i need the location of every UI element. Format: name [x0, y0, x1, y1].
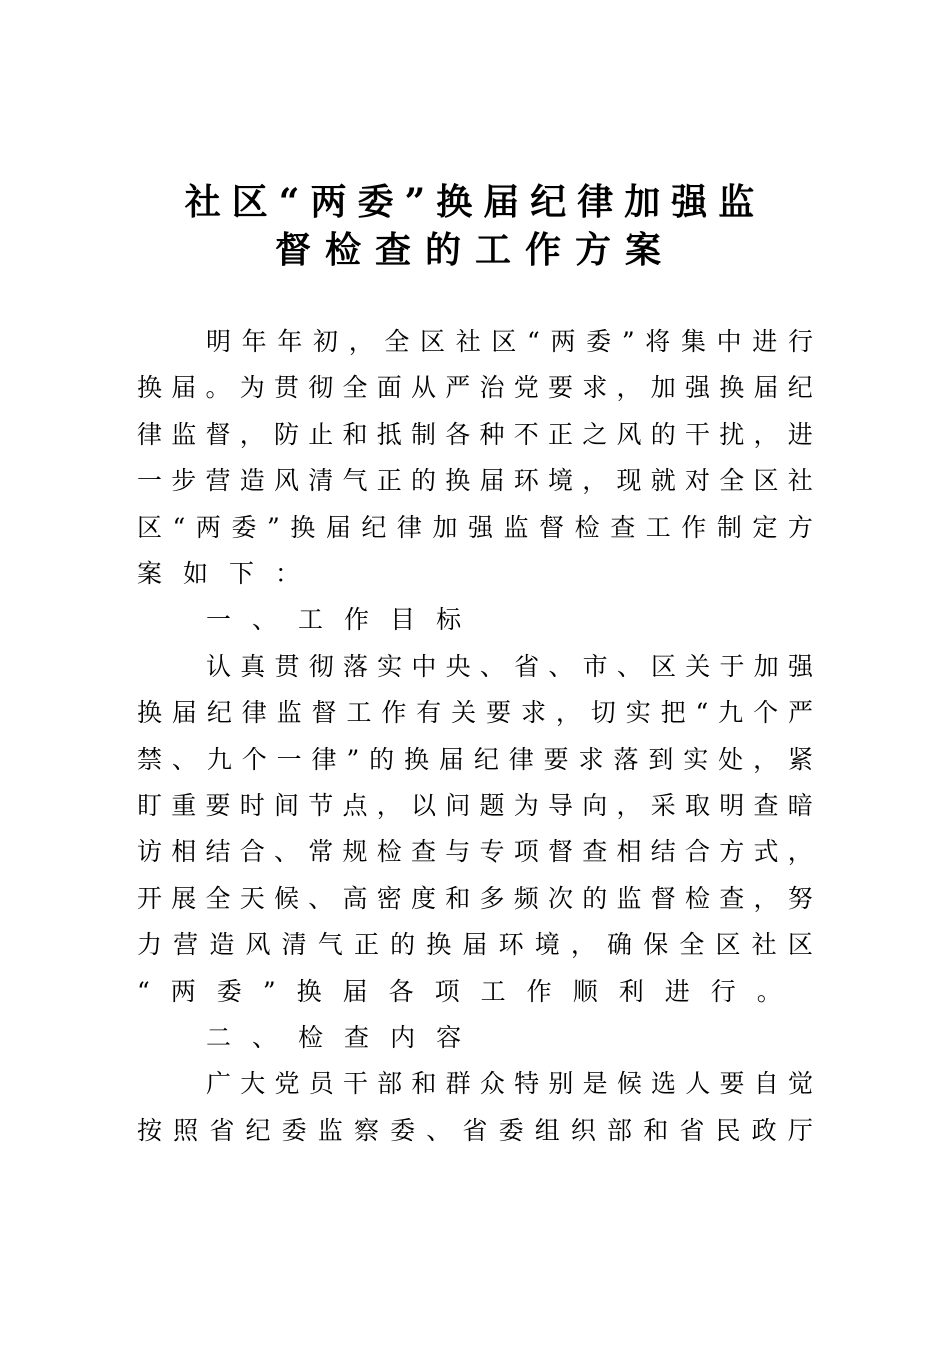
body-text-line: 开 展 全 天 候 、 高 密 度 和 多 频 次 的 监 督 检 查 ， 努	[137, 883, 813, 913]
body-text-line: 区 “ 两 委 ” 换 届 纪 律 加 强 监 督 检 查 工 作 制 定 方	[137, 512, 813, 542]
body-text-line: 按 照 省 纪 委 监 察 委 、 省 委 组 织 部 和 省 民 政 厅	[137, 1115, 813, 1145]
body-text-line: 访 相 结 合 、 常 规 检 查 与 专 项 督 查 相 结 合 方 式 ，	[137, 837, 813, 867]
document-title-line-1: 社区“两委”换届纪律加强监	[184, 181, 766, 223]
body-text-line: 换 届 。 为 贯 彻 全 面 从 严 治 党 要 求 ， 加 强 换 届 纪	[137, 373, 813, 403]
body-text-line: “ 两 委 ” 换 届 各 项 工 作 顺 利 进 行 。	[137, 976, 782, 1006]
body-text-line: 认 真 贯 彻 落 实 中 央 、 省 、 市 、 区 关 于 加 强	[206, 651, 813, 681]
body-text-line: 换 届 纪 律 监 督 工 作 有 关 要 求 ， 切 实 把 “ 九 个 严	[137, 698, 813, 728]
body-text-line: 明 年 年 初 ， 全 区 社 区 “ 两 委 ” 将 集 中 进 行	[206, 327, 813, 356]
body-text-line: 广 大 党 员 干 部 和 群 众 特 别 是 候 选 人 要 自 觉	[206, 1069, 813, 1099]
body-text-line: 力 营 造 风 清 气 正 的 换 届 环 境 ， 确 保 全 区 社 区	[137, 930, 813, 960]
body-text-line: 二 、 检 查 内 容	[206, 1023, 462, 1052]
body-text-line: 律 监 督 ， 防 止 和 抵 制 各 种 不 正 之 风 的 干 扰 ， 进	[137, 419, 813, 449]
body-text-line: 禁 、 九 个 一 律 ” 的 换 届 纪 律 要 求 落 到 实 处 ， 紧	[137, 744, 813, 774]
body-text-line: 一 、 工 作 目 标	[206, 605, 462, 635]
body-text-line: 盯 重 要 时 间 节 点 ， 以 问 题 为 导 向 ， 采 取 明 查 暗	[137, 791, 813, 820]
document-title-line-2: 督检查的工作方案	[274, 229, 675, 271]
body-text-line: 案 如 下 ：	[137, 559, 301, 588]
body-text-line: 一 步 营 造 风 清 气 正 的 换 届 环 境 ， 现 就 对 全 区 社	[137, 466, 813, 496]
